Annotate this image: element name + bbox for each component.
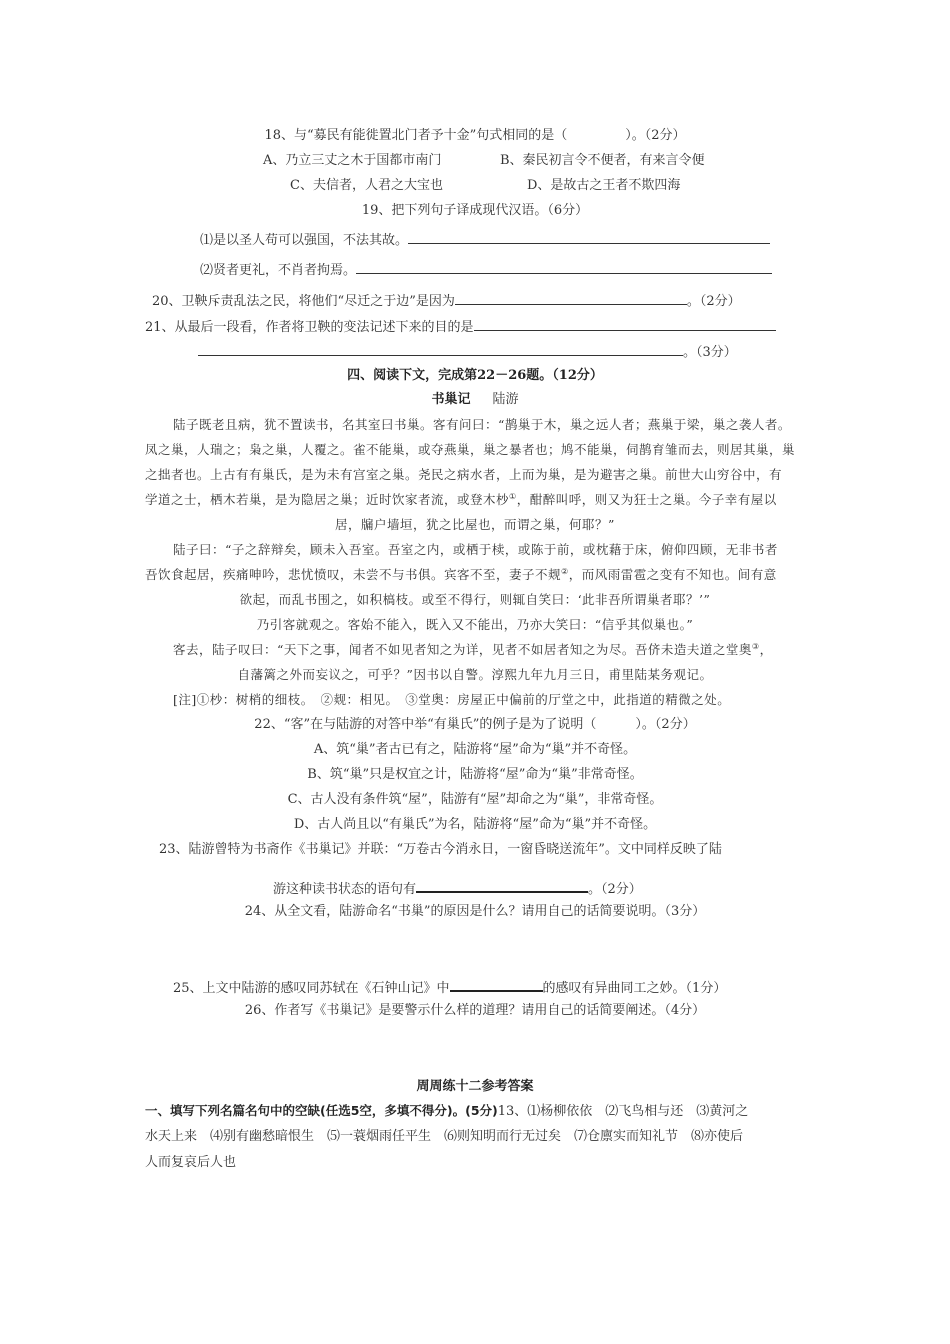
- q24-stem: 24、从全文看，陆游命名“书巢”的原因是什么？请用自己的话简要说明。（3分）: [244, 904, 706, 919]
- q18-option-a: A、乃立三丈之木于国都市南门: [263, 153, 442, 168]
- q19-sentence-1: ⑴是以圣人苟可以强国，不法其故。: [200, 230, 770, 250]
- q20: 20、卫鞅斥责乱法之民，将他们“尽迁之于边”是因为 。（2分）: [152, 291, 741, 311]
- passage-p2-line-3: 欲起，而乱书围之，如积槁枝。或至不得行，则辄自笑曰：‘此非吾所谓巢者耶？’”: [239, 592, 711, 607]
- q22-option-d: D、古人尚且以“有巢氏”为名，陆游将“屋”命为“巢”并不奇怪。: [293, 817, 657, 832]
- q21-answer-blank-2[interactable]: [198, 342, 683, 356]
- q25: 25、上文中陆游的感叹同苏轼在《石钟山记》中 的感叹有异曲同工之妙。（1分）: [173, 977, 726, 998]
- q22-stem: 22、“客”在与陆游的对答中举“有巢氏”的例子是为了说明（ ）。（2分）: [254, 717, 696, 732]
- q19-sentence-2: ⑵贤者更礼，不肖者拘焉。: [200, 260, 772, 280]
- q19-answer-blank-2[interactable]: [356, 260, 772, 274]
- passage-p2-line-4: 乃引客就观之。客始不能入，既入又不能出，乃亦大笑曰：“信乎其似巢也。”: [256, 617, 694, 632]
- answers-title: 周周练十二参考答案: [416, 1079, 534, 1094]
- passage-p1-line-1: 陆子既老且病，犹不置读书，名其室曰书巢。客有问曰：“鹊巢于木，巢之远人者；燕巢于梁，巢之袭人者。: [173, 417, 791, 432]
- q26-stem: 26、作者写《书巢记》是要警示什么样的道理？请用自己的话简要阐述。（4分）: [244, 1003, 706, 1018]
- answers-line-2: 水天上来 ⑷别有幽愁暗恨生 ⑸一蓑烟雨任平生 ⑹则知明而行无过矣 ⑺仓廪实而知礼节 ⑻亦使后: [145, 1129, 744, 1144]
- section-4-heading: 四、阅读下文，完成第22－26题。（12分）: [347, 368, 603, 383]
- footnote-ref-2: ②: [561, 566, 569, 576]
- q20-answer-blank[interactable]: [455, 291, 687, 305]
- passage-p1-line-4: 学道之士，栖木若巢，是为隐居之巢；近时饮家者流，或登木杪①，酣醉叫呼，则又为狂士之巢。今子幸有屋以: [145, 491, 777, 507]
- passage-p3-line-2: 自藩篱之外而妄议之，可乎？”因书以自警。淳熙九年九月三日，甫里陆某务观记。: [237, 667, 713, 682]
- answers-line-1: 一、填写下列名篇名句中的空缺(任选5空，多填不得分)。(5分)13、⑴杨柳依依 ⑵飞鸟相与还 ⑶黄河之: [145, 1103, 749, 1119]
- passage-footnotes: [注]①杪：树梢的细枝。 ②觌：相见。 ③堂奥：房屋正中偏前的厅堂之中，此指道的精微之处。: [173, 692, 731, 707]
- passage-p2-line-1: 陆子曰：“子之辞辩矣，顾未入吾室。吾室之内，或栖于椟，或陈于前，或枕藉于床，俯仰四顾，无非书者: [173, 542, 778, 557]
- q23-line-1: 23、陆游曾特为书斋作《书巢记》并联：“万卷古今消永日，一窗昏晓送流年”。文中同样反映了陆: [159, 842, 722, 857]
- q22-option-b: B、筑“巢”只是权宜之计，陆游将“屋”命为“巢”非常奇怪。: [307, 767, 643, 782]
- q19-stem: 19、把下列句子译成现代汉语。（6分）: [361, 203, 589, 218]
- q18-option-d: D、是故古之王者不欺四海: [527, 178, 681, 193]
- answers-line-3: 人而复哀后人也: [145, 1155, 237, 1170]
- passage-author: 陆游: [492, 392, 519, 407]
- footnote-ref-1: ①: [509, 491, 517, 501]
- passage-p1-line-5: 居，牖户墙垣，犹之比屋也，而谓之巢，何耶？”: [335, 517, 615, 532]
- passage-p2-line-2: 吾饮食起居，疾痛呻吟，悲忧愤叹，未尝不与书俱。宾客不至，妻子不觌②，而风雨雷雹之变有不知也。间有意: [145, 566, 777, 582]
- passage-p3-line-1: 客去，陆子叹曰：“天下之事，闻者不如见者知之为详，见者不如居者知之为尽。吾侪未造夫道之堂奥③，: [173, 641, 773, 657]
- answers-section-1-label: 一、填写下列名篇名句中的空缺(任选5空，多填不得分)。(5分): [145, 1103, 498, 1118]
- q23-answer-blank[interactable]: [416, 878, 588, 893]
- q22-option-c: C、古人没有条件筑“屋”，陆游有“屋”却命之为“巢”，非常奇怪。: [287, 792, 663, 807]
- q23-line-2: 游这种读书状态的语句有 。（2分）: [273, 878, 642, 899]
- q18-option-b: B、秦民初言令不便者，有来言令便: [500, 153, 705, 168]
- q21-continued: 。（3分）: [198, 342, 737, 362]
- passage-p1-line-2: 凤之巢，人瑞之；枭之巢，人覆之。雀不能巢，或夺燕巢，巢之暴者也；鸠不能巢，伺鹊育雏而去，则居其巢，巢: [145, 442, 796, 457]
- footnote-ref-3: ③: [751, 641, 760, 651]
- q21: 21、从最后一段看，作者将卫鞅的变法记述下来的目的是: [145, 317, 776, 337]
- q18-option-c: C、夫信者，人君之大宝也: [290, 178, 443, 193]
- q22-option-a: A、筑“巢”者古已有之，陆游将“屋”命为“巢”并不奇怪。: [313, 742, 637, 757]
- passage-p1-line-3: 之拙者也。上古有有巢氏，是为未有宫室之巢。尧民之病水者，上而为巢，是为避害之巢。前世大山穷谷中，有: [145, 467, 783, 482]
- q21-answer-blank-1[interactable]: [474, 317, 776, 331]
- passage-title: 书巢记 陆游: [431, 392, 519, 407]
- q18-stem: 18、与“募民有能徙置北门者予十金”句式相同的是（ ）。（2分）: [264, 128, 686, 143]
- q25-answer-blank[interactable]: [450, 977, 543, 992]
- q19-answer-blank-1[interactable]: [408, 230, 770, 244]
